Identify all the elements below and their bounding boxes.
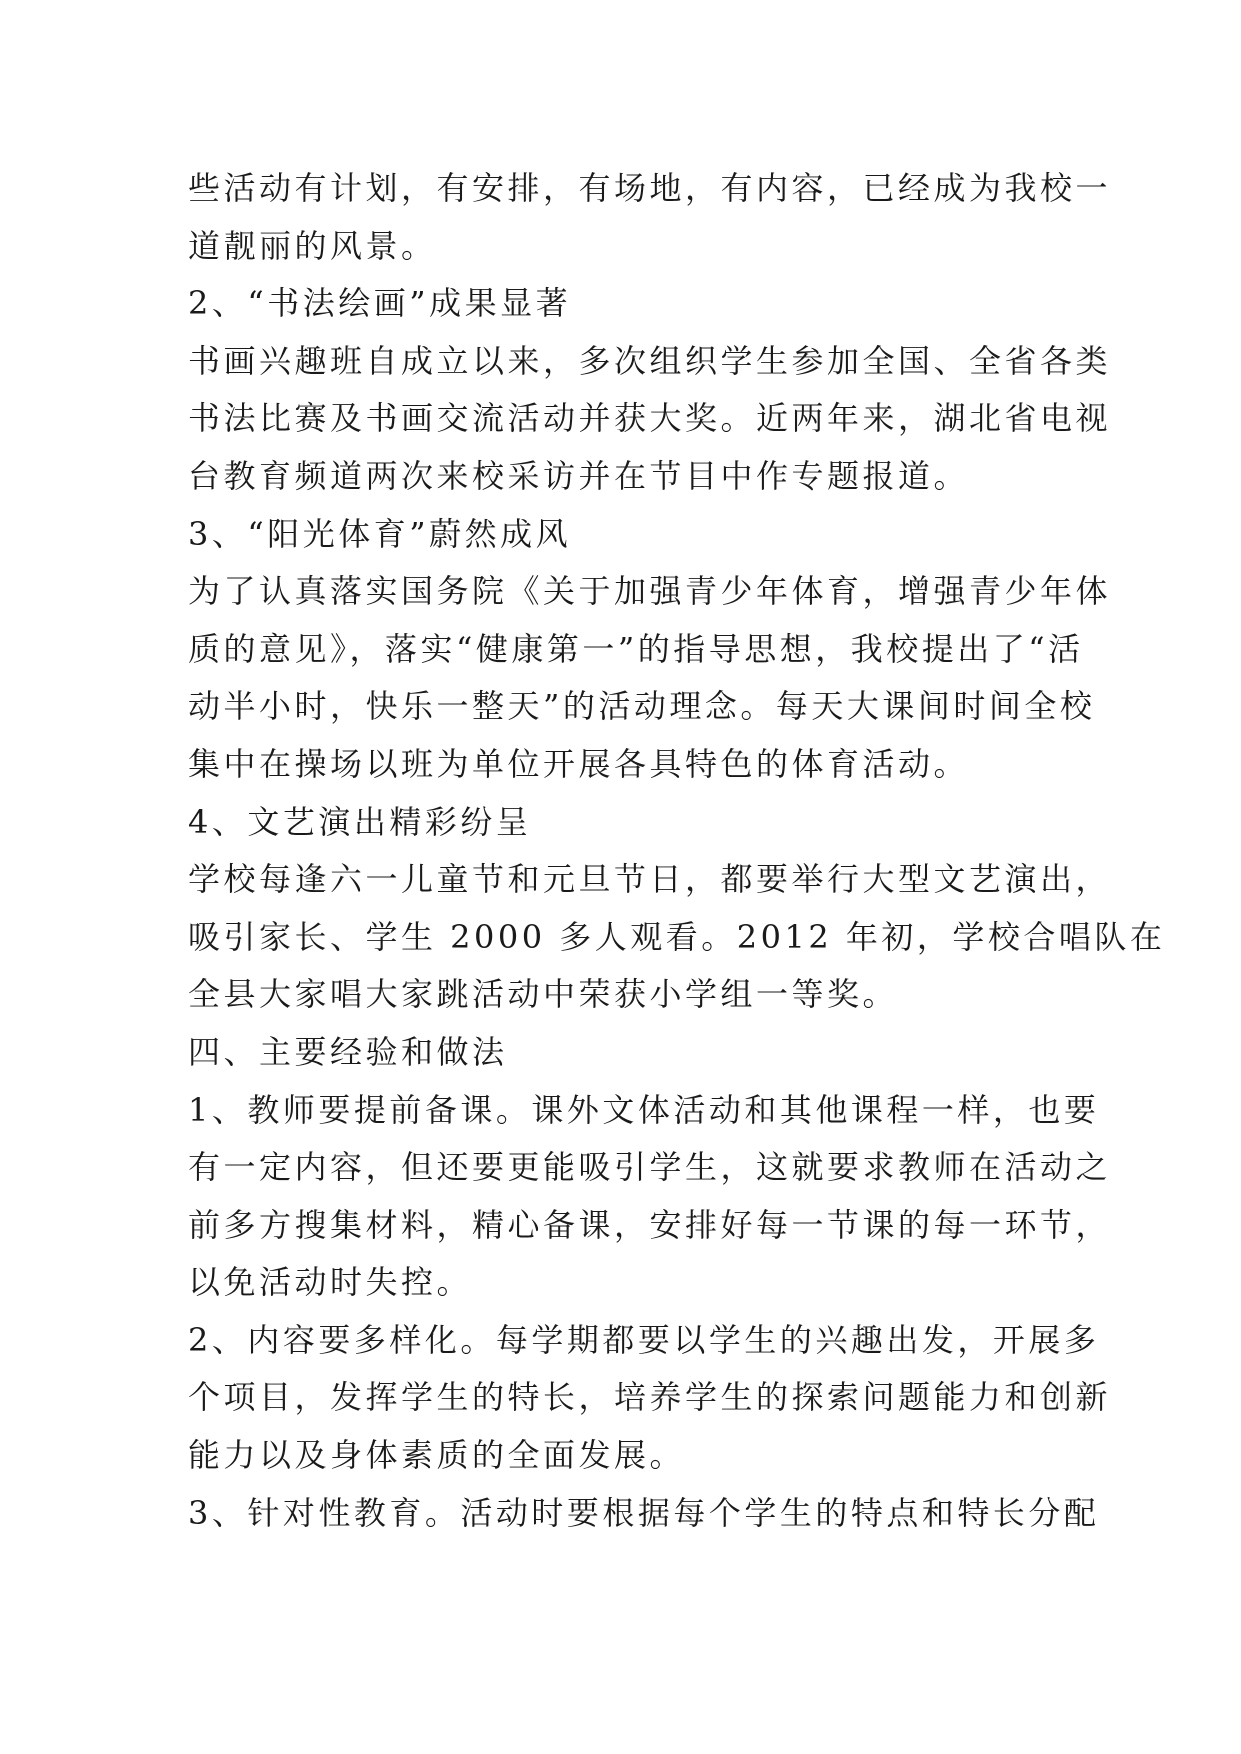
text-line: 学校每逢六一儿童节和元旦节日，都要举行大型文艺演出， [188, 860, 1112, 899]
text-line: 能力以及身体素质的全面发展。 [188, 1436, 686, 1475]
text-line: 些活动有计划，有安排，有场地，有内容，已经成为我校一 [188, 169, 1112, 207]
text-line: 书法比赛及书画交流活动并获大奖。近两年来，湖北省电视 [188, 399, 1112, 438]
section-heading: 2、“书法绘画”成果显著 [188, 284, 572, 323]
section-heading: 4、文艺演出精彩纷呈 [188, 802, 532, 841]
text-line: 台教育频道两次来校采访并在节目中作专题报道。 [188, 456, 970, 495]
text-line: 为了认真落实国务院《关于加强青少年体育，增强青少年体 [188, 572, 1112, 611]
text-line: 个项目，发挥学生的特长，培养学生的探索问题能力和创新 [188, 1378, 1112, 1417]
text-line: 道靓丽的风景。 [188, 226, 437, 265]
body-text [188, 160, 1166, 1542]
section-heading: 四、主要经验和做法 [188, 1032, 508, 1071]
text-line: 动半小时，快乐一整天”的活动理念。每天大课间时间全校 [188, 687, 1096, 726]
text-line: 2、内容要多样化。每学期都要以学生的兴趣出发，开展多 [188, 1320, 1100, 1359]
text-line: 吸引家长、学生 2000 多人观看。2012 年初，学校合唱队在 [188, 917, 1166, 956]
text-line: 集中在操场以班为单位开展各具特色的体育活动。 [188, 744, 970, 783]
text-line: 前多方搜集材料，精心备课，安排好每一节课的每一环节， [188, 1205, 1112, 1244]
text-line: 1、教师要提前备课。课外文体活动和其他课程一样，也要 [188, 1090, 1100, 1129]
text-line: 有一定内容，但还要更能吸引学生，这就要求教师在活动之 [188, 1148, 1112, 1187]
text-line: 全县大家唱大家跳活动中荣获小学组一等奖。 [188, 975, 899, 1014]
text-line: 3、针对性教育。活动时要根据每个学生的特点和特长分配 [188, 1493, 1100, 1532]
text-line: 质的意见》，落实“健康第一”的指导思想，我校提出了“活 [188, 629, 1084, 668]
section-heading: 3、“阳光体育”蔚然成风 [188, 514, 572, 553]
text-line: 以免活动时失控。 [188, 1263, 473, 1302]
text-line: 书画兴趣班自成立以来，多次组织学生参加全国、全省各类 [188, 341, 1112, 380]
